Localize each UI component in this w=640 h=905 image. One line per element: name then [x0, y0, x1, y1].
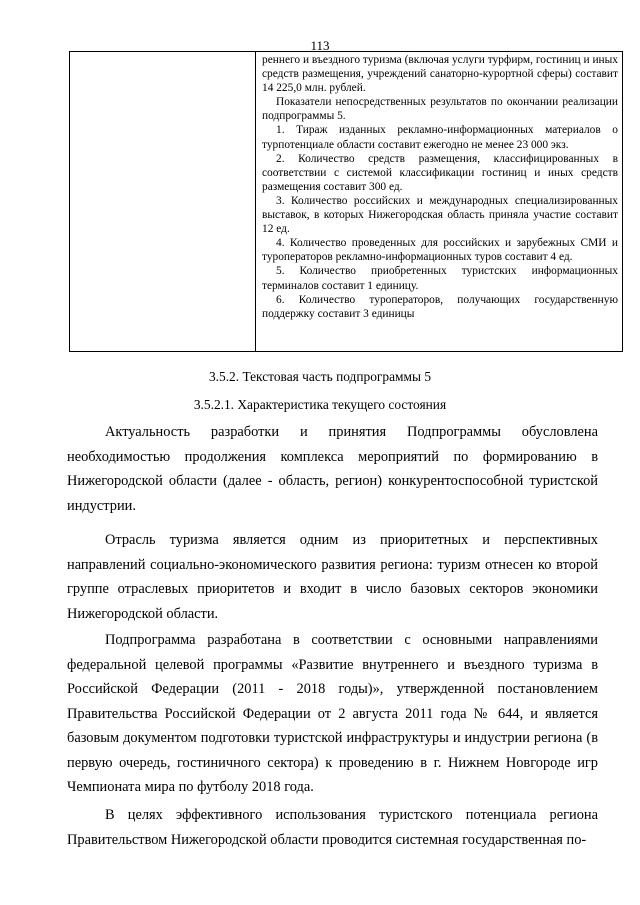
indicators-table: [69, 51, 623, 352]
table-paragraph: 3. Количество российских и международных специализированных выставок, в которых Нижегородская область приняла участие составит 12 ед.: [262, 194, 618, 236]
table-paragraph: реннего и въездного туризма (включая услуги турфирм, гостиниц и иных средств размещения, учреждений санаторно-курортной сферы) составит 14 225,0 млн. рублей.: [262, 54, 618, 95]
body-paragraph: Отрасль туризма является одним из приоритетных и перспективных направлений социально-экономического развития региона: туризм отнесен ко второй группе отраслевых приоритетов и входит в число базовых секторов экономики Нижегородской области.: [67, 532, 598, 622]
body-text: [67, 420, 598, 518]
body-text: [67, 803, 598, 852]
table-column-divider: [255, 52, 256, 351]
body-paragraph: Подпрограмма разработана в соответствии с основными направлениями федеральной целевой программы «Развитие внутреннего и въездного туризма в Российской Федерации (2011 - 2018 годы)», утвержденной постановлением Правительства Российской Федерации от 2 августа 2011 года № 644, и является базовым документом подготовки туристской инфраструктуры и индустрии региона (в первую очередь, гостиничного сектора) к проведению в г. Нижнем Новгороде игр Чемпионата мира по футболу 2018 года.: [67, 632, 598, 795]
body-text: [67, 628, 598, 800]
table-text-cell: [262, 53, 618, 321]
table-paragraph: 5. Количество приобретенных туристских информационных терминалов составит 1 единицу.: [262, 265, 618, 292]
table-paragraph: 4. Количество проведенных для российских и зарубежных СМИ и туроператоров рекламно-информационных туров составит 4 ед.: [262, 237, 618, 264]
body-paragraph: В целях эффективного использования туристского потенциала региона Правительством Нижегородской области проводится системная государственная по-: [67, 807, 598, 848]
subsection-title: 3.5.2.1. Характеристика текущего состояния: [193, 397, 447, 412]
table-paragraph: 6. Количество туроператоров, получающих государственную поддержку составит 3 единицы: [262, 293, 618, 320]
body-text: [67, 528, 598, 626]
section-title: 3.5.2. Текстовая часть подпрограммы 5: [208, 369, 432, 384]
table-paragraph: 1. Тираж изданных рекламно-информационных материалов о турпотенциале области составит ежегодно не менее 23 000 экз.: [262, 124, 618, 151]
body-paragraph: Актуальность разработки и принятия Подпрограммы обусловлена необходимостью продолжения комплекса мероприятий по формированию в Нижегородской области (далее - область, регион) конкурентоспособной туристской индустрии.: [67, 424, 598, 514]
table-paragraph: Показатели непосредственных результатов по окончании реализации подпрограммы 5.: [262, 96, 618, 123]
table-paragraph: 2. Количество средств размещения, классифицированных в соответствии с системой классификации гостиниц и иных средств размещения составит 300 ед.: [262, 152, 618, 193]
page-number: 113: [310, 38, 330, 53]
